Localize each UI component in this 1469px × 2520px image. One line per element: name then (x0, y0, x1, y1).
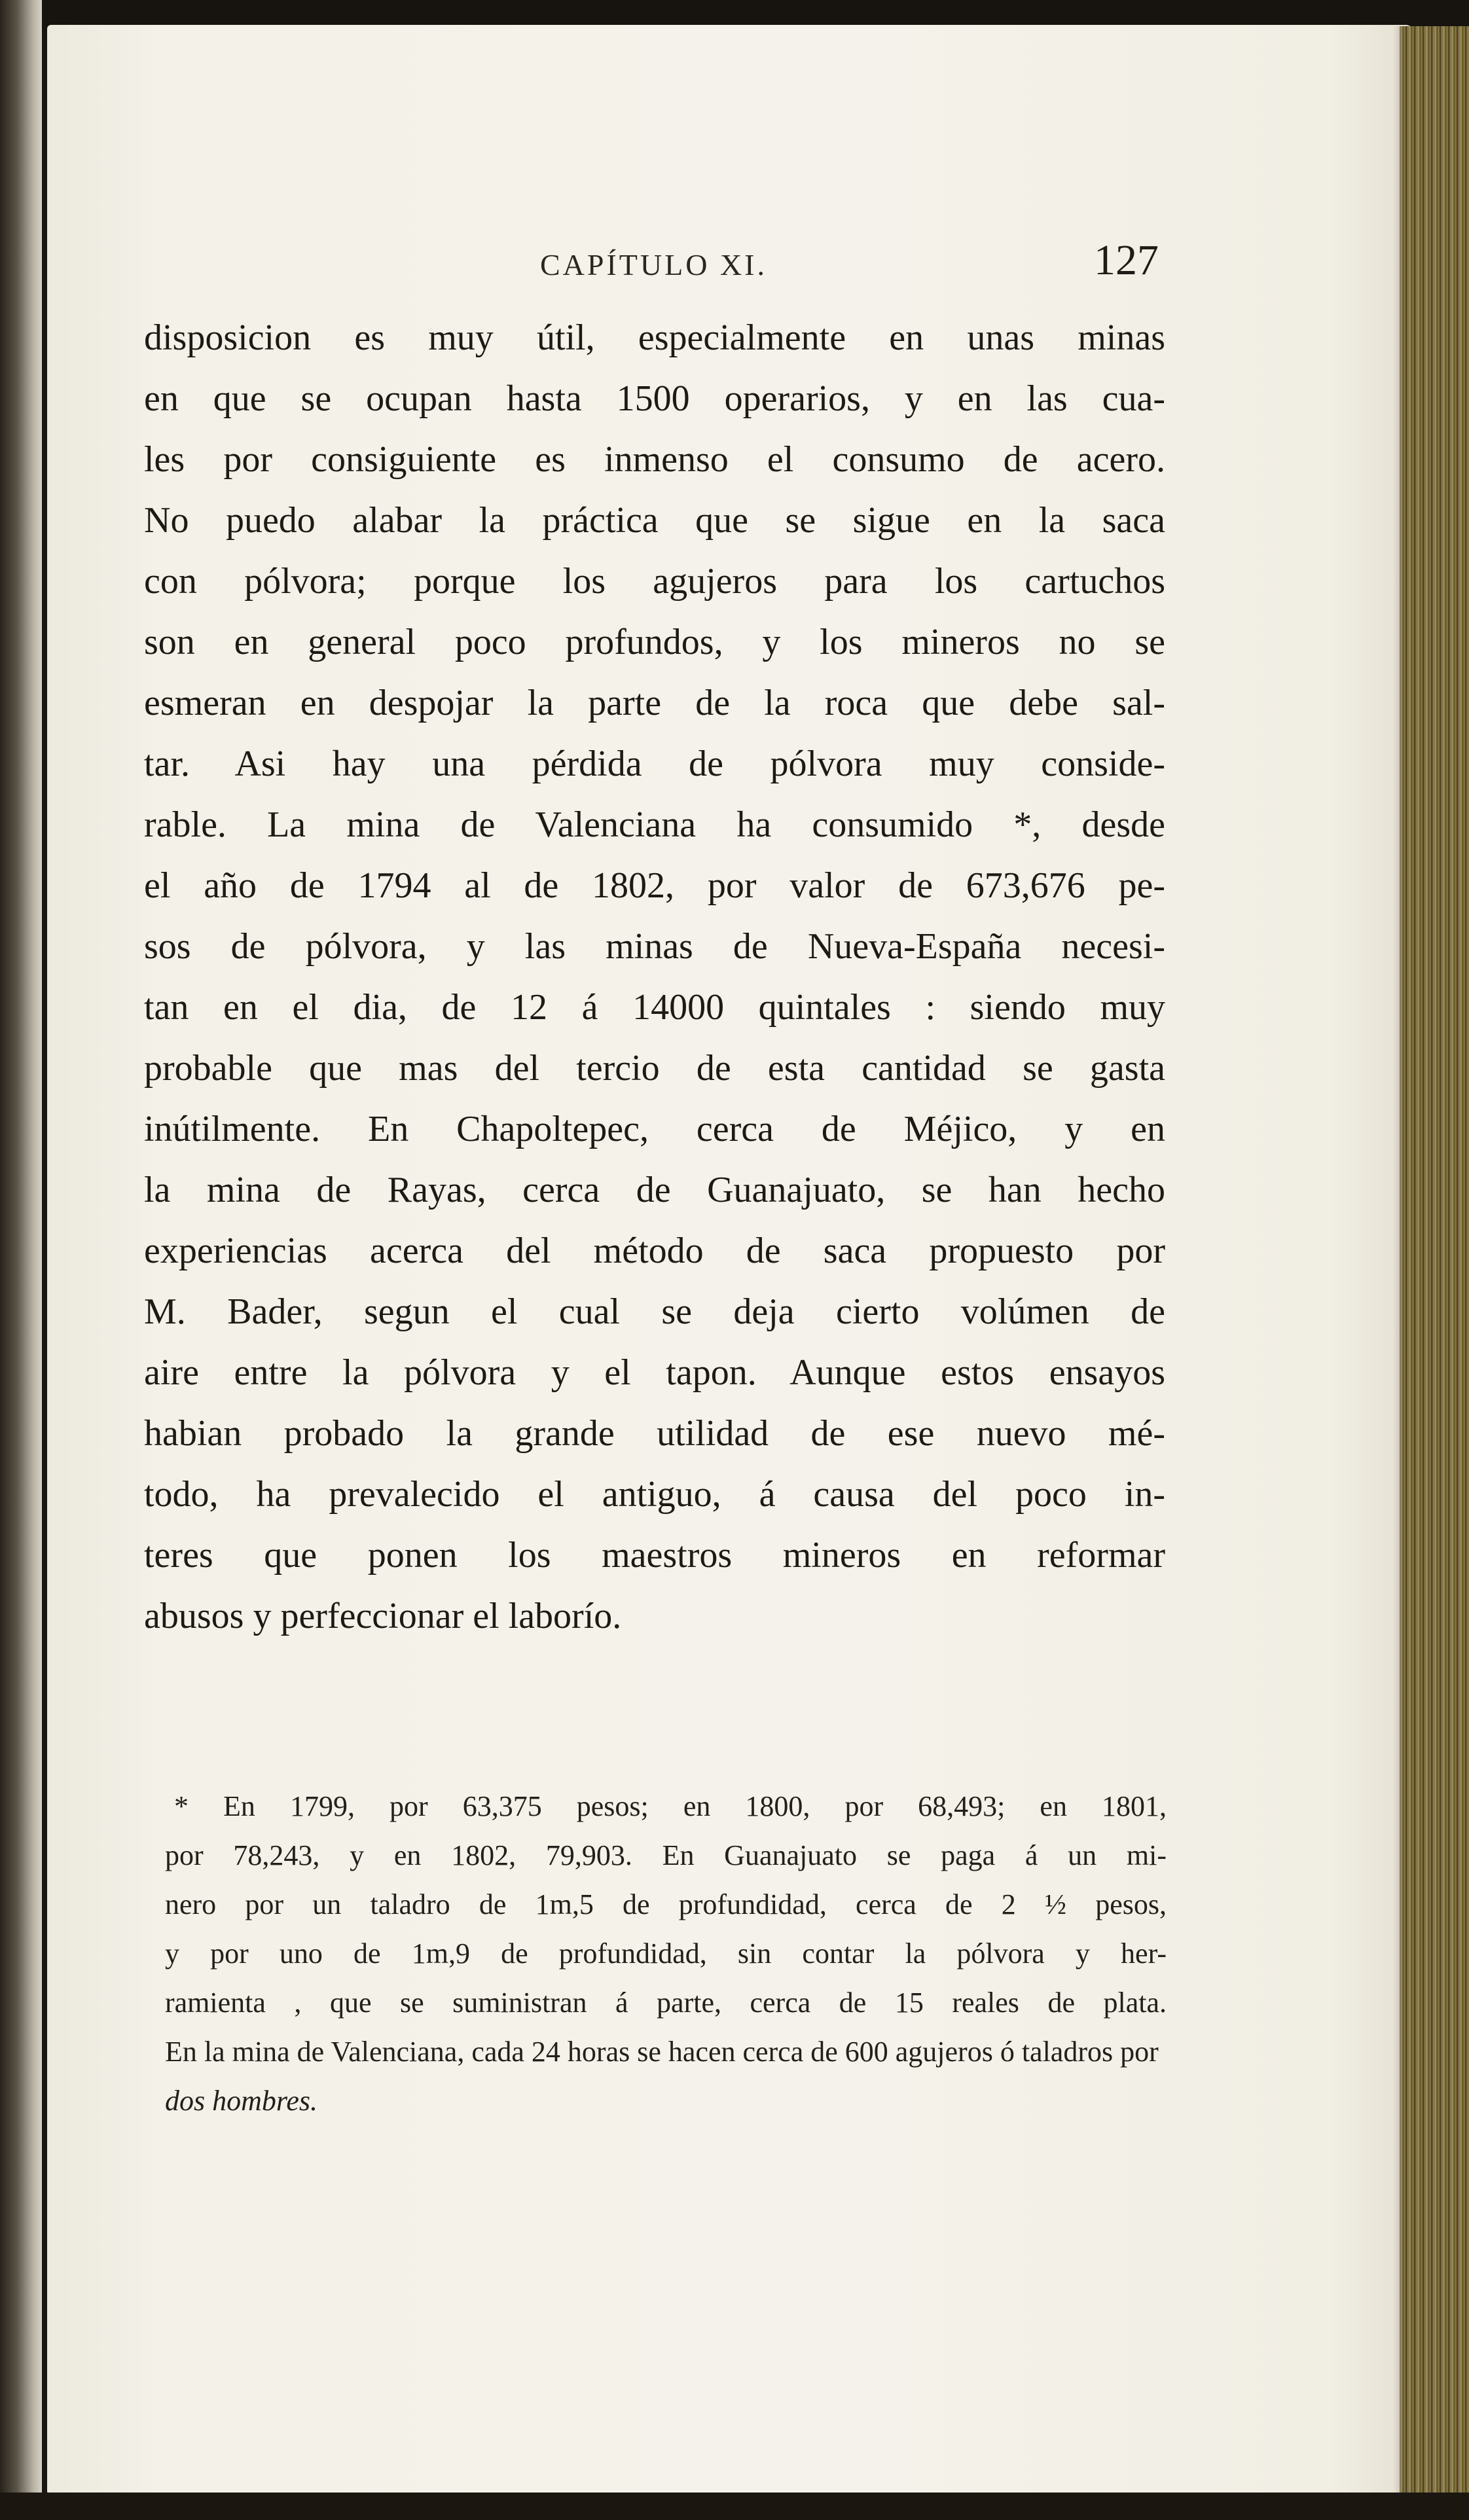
body-line: inútilmente. En Chapoltepec, cerca de Méjico, y en (144, 1109, 1165, 1149)
footnote-line: nero por un taladro de 1m,5 de profundidad, cerca de 2 ½ pesos, (165, 1888, 1167, 1920)
body-line: rable. La mina de Valenciana ha consumido *, desde (144, 804, 1165, 845)
body-line: sos de pólvora, y las minas de Nueva-España necesi- (144, 926, 1165, 967)
running-title: CAPÍTULO XI. (540, 248, 767, 281)
footnote-line: por 78,243, y en 1802, 79,903. En Guanajuato se paga á un mi- (165, 1839, 1167, 1871)
footnote (165, 1782, 1167, 2125)
footnote-line: * En 1799, por 63,375 pesos; en 1800, por 68,493; en 1801, (174, 1790, 1167, 1822)
body-line: esmeran en despojar la parte de la roca que debe sal- (144, 683, 1165, 723)
body-line: experiencias acerca del método de saca propuesto por (144, 1231, 1165, 1271)
body-line: son en general poco profundos, y los mineros no se (144, 622, 1165, 662)
footnote-line-wrapped (165, 2027, 1167, 2125)
body-line: abusos y perfeccionar el laborío. (144, 1596, 622, 1636)
body-text (144, 308, 1165, 1647)
body-line: tar. Asi hay una pérdida de pólvora muy conside- (144, 744, 1165, 784)
body-line: tan en el dia, de 12 á 14000 quintales : siendo muy (144, 987, 1165, 1028)
body-line: disposicion es muy útil, especialmente en unas minas (144, 317, 1165, 358)
footnote-line: ramienta , que se suministran á parte, cerca de 15 reales de plata. (165, 1987, 1167, 2019)
book-fore-edge (1400, 26, 1469, 2498)
page-number: 127 (1094, 236, 1159, 284)
scan-left-edge (0, 0, 42, 2520)
body-line: No puedo alabar la práctica que se sigue en la saca (144, 500, 1165, 541)
footnote-italic-phrase: dos hombres. (165, 2085, 318, 2117)
body-line: les por consiguiente es inmenso el consumo de acero. (144, 439, 1165, 480)
page-header (131, 236, 1159, 295)
body-line: M. Bader, segun el cual se deja cierto volúmen de (144, 1291, 1165, 1332)
body-line: probable que mas del tercio de esta cantidad se gasta (144, 1048, 1165, 1089)
footnote-line: y por uno de 1m,9 de profundidad, sin contar la pólvora y her- (165, 1937, 1167, 1970)
body-line: el año de 1794 al de 1802, por valor de 673,676 pe- (144, 865, 1165, 906)
body-line: aire entre la pólvora y el tapon. Aunque estos ensayos (144, 1352, 1165, 1393)
scan-bottom-edge (0, 2493, 1469, 2520)
body-line: teres que ponen los maestros mineros en reformar (144, 1535, 1165, 1575)
body-line: en que se ocupan hasta 1500 operarios, y en las cua- (144, 378, 1165, 419)
body-line: con pólvora; porque los agujeros para los cartuchos (144, 561, 1165, 602)
body-line: todo, ha prevalecido el antiguo, á causa del poco in- (144, 1474, 1165, 1515)
body-line: habian probado la grande utilidad de ese nuevo mé- (144, 1413, 1165, 1454)
body-line: la mina de Rayas, cerca de Guanajuato, se han hecho (144, 1170, 1165, 1210)
footnote-last-text: En la mina de Valenciana, cada 24 horas se hacen cerca de 600 agujeros ó taladros por (165, 2036, 1159, 2068)
